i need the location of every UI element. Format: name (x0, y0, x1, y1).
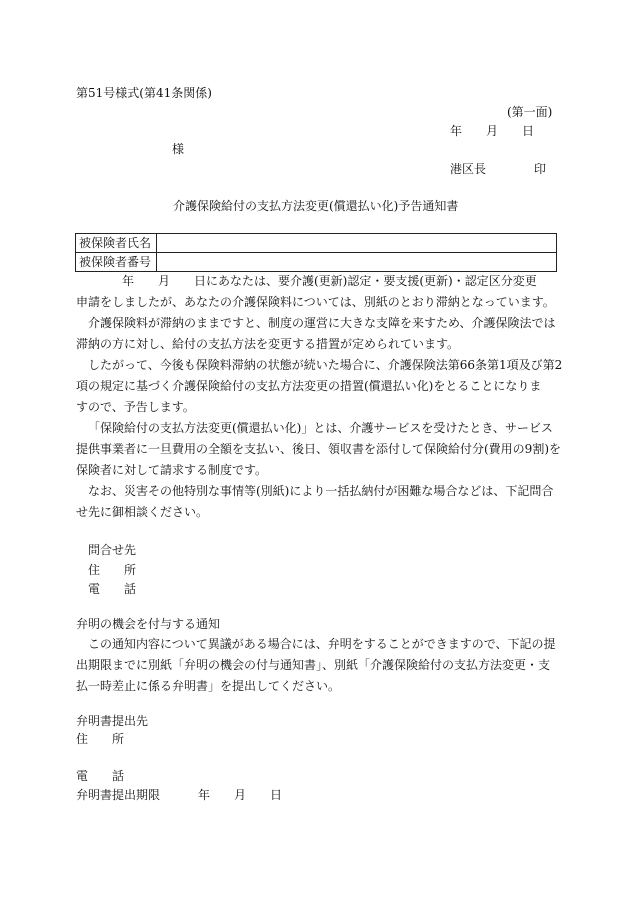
seal-mark: 印 (534, 162, 547, 176)
issuer-title: 港区長 (450, 162, 487, 176)
paragraph-line: この通知内容について異議がある場合には、弁明をすることができますので、下記の提 (88, 637, 556, 651)
insured-info-table (75, 233, 557, 272)
paragraph-consultation (76, 481, 558, 523)
document-title: 介護保険給付の支払方法変更(償還払い化)予告通知書 (173, 199, 459, 213)
paragraph-line: すので、予告します。 (76, 400, 195, 414)
paragraph-line: なお、災害その他特別な事情等(別紙)により一括払納付が困難な場合などは、下記問合 (88, 484, 554, 498)
paragraph-line: 項の規定に基づく介護保険給付の支払方法変更の措置(償還払い化)をとることになりま (76, 379, 542, 393)
paragraph-line: せ先に御相談ください。 (76, 505, 209, 519)
paragraph-line: 提供事業者に一旦費用の全額を支払い、後日、領収書を添付して保険給付分(費用の9割)を (76, 442, 562, 456)
form-number: 第51号様式(第41条関係) (76, 86, 212, 100)
explanation-heading: 弁明の機会を付与する通知 (76, 617, 221, 631)
submission-address-label: 住 所 (76, 732, 125, 746)
issue-day-label: 日 (522, 124, 535, 138)
table-row (76, 253, 557, 272)
paragraph-line: したがって、今後も保険料滞納の状態が続いた場合に、介護保険法第66条第1項及び第2 (88, 358, 563, 372)
paragraph-line: 保険者に対して請求する制度です。 (76, 463, 268, 477)
insured-name-value (157, 234, 557, 253)
issue-date (450, 122, 534, 140)
paragraph-notice (76, 355, 563, 418)
paragraph-line: 「保険給付の支払方法変更(償還払い化)」とは、介護サービスを受けたとき、サービス (88, 421, 553, 435)
paragraph-application (76, 271, 558, 313)
submission-phone-label: 電 話 (76, 769, 125, 783)
page-label: (第一面) (507, 105, 553, 119)
issuer (450, 160, 546, 178)
addressee-suffix: 様 (172, 142, 185, 156)
paragraph-line: 払一時差止に係る弁明書」を提出してください。 (76, 679, 341, 693)
contact-heading: 問合せ先 (88, 543, 137, 557)
paragraph-line: 出期限までに別紙「弁明の機会の付与通知書」、別紙「介護保険給付の支払方法変更・支 (76, 658, 551, 672)
insured-number-label: 被保険者番号 (76, 253, 157, 272)
paragraph-line: 申請をしましたが、あなたの介護保険料については、別紙のとおり滞納となっています。 (76, 295, 555, 309)
issue-month-label: 月 (486, 124, 499, 138)
deadline-label: 弁明書提出期限 (76, 788, 161, 802)
paragraph-line: 介護保険料が滞納のままですと、制度の運営に大きな支障を来すため、介護保険法では (88, 316, 556, 330)
explanation-paragraph (76, 634, 558, 697)
deadline-day-label: 日 (270, 788, 283, 802)
paragraph-line: 年 月 日にあなたは、要介護(更新)認定・要支援(更新)・認定区分変更 (122, 274, 537, 288)
paragraph-definition (76, 418, 562, 481)
submission-deadline (76, 786, 282, 804)
table-row (76, 234, 557, 253)
paragraph-delinquency (76, 313, 558, 355)
contact-address-label: 住 所 (88, 563, 137, 577)
issue-year-label: 年 (450, 124, 463, 138)
deadline-year-label: 年 (198, 788, 211, 802)
contact-phone-label: 電 話 (88, 582, 137, 596)
insured-name-label: 被保険者氏名 (76, 234, 157, 253)
deadline-month-label: 月 (234, 788, 247, 802)
paragraph-line: 滞納の方に対し、給付の支払方法を変更する措置が定められています。 (76, 337, 460, 351)
submission-heading: 弁明書提出先 (76, 714, 149, 728)
insured-number-value (157, 253, 557, 272)
